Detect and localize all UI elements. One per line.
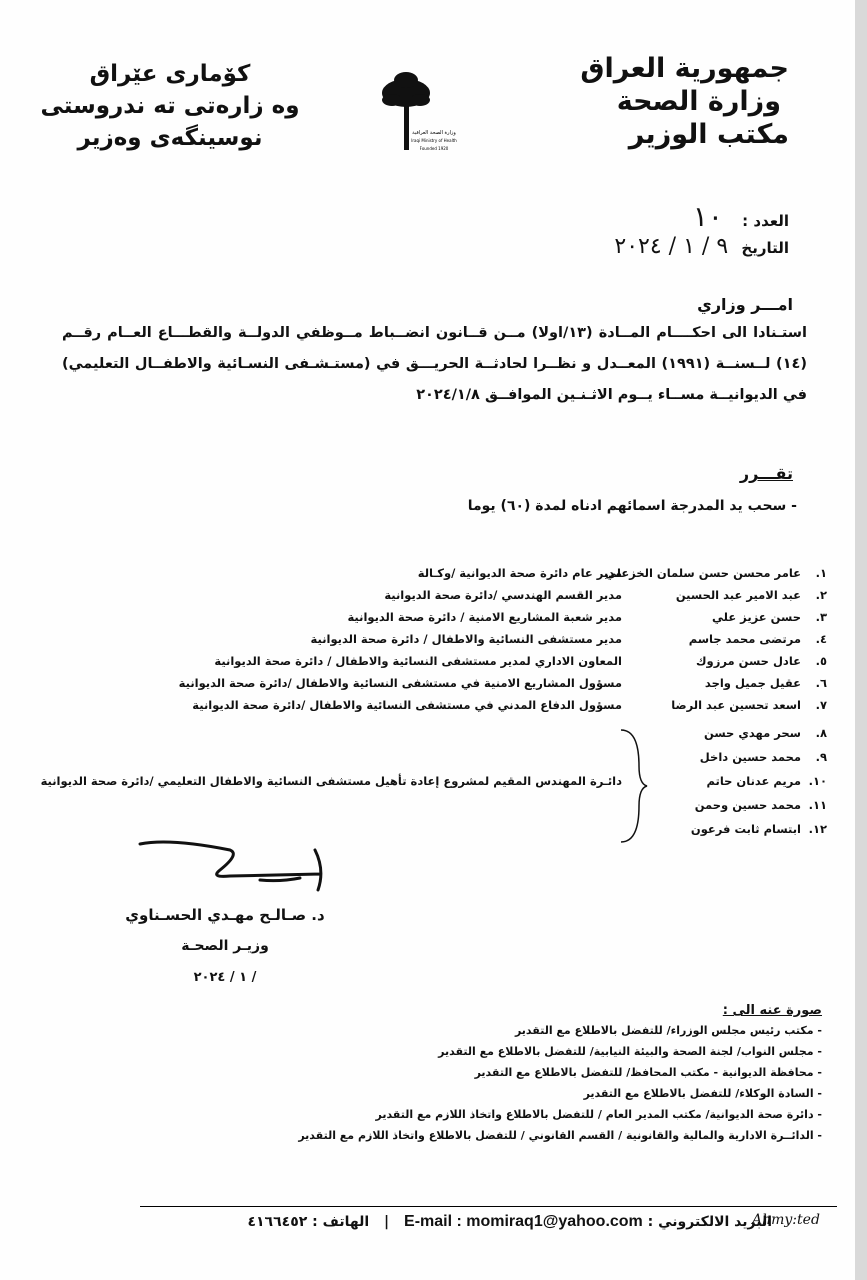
item-number: ٥.	[815, 654, 827, 668]
number-label: العدد :	[742, 212, 789, 230]
item-name: سحر مهدي حسن	[704, 726, 801, 740]
copy-line: - مجلس النواب/ لجنة الصحة والبيئة النيابية/ للتفضل بالاطلاع مع التقدير	[438, 1045, 822, 1058]
item-name: محمد حسين وحمن	[694, 798, 801, 812]
item-name: ابتسام ثابت فرعون	[690, 822, 801, 836]
footer-contact	[247, 1213, 772, 1231]
item-name: مرتضى محمد جاسم	[688, 632, 801, 646]
list-item	[127, 676, 827, 698]
item-number: ٤.	[815, 632, 827, 646]
item-number: ٧.	[815, 698, 827, 712]
list-item	[127, 588, 827, 610]
item-number: ٣.	[815, 610, 827, 624]
order-paragraph: استـنادا الى احكــــام المــادة (١٣/اولا) مــن قــانون انضــباط مــوظفي الدولــة والقطـــاع العــام رقــم (١٤) لــسنــة (١٩٩١) المعــدل و نظــرا لحادثــة الحريـــق في (مستـشـفى النسـائية والاطفــال التعليمي) في الديوانيــة مســاء يــوم الاثـنـين الموافــق ٢٠٢٤/١/٨	[62, 325, 807, 403]
item-name: عبد الامير عبد الحسين	[675, 588, 801, 602]
copy-line-text: محافظة الديوانية - مكتب المحافظ/ للتفضل بالاطلاع مع التقدير	[474, 1066, 814, 1079]
footer-separator: |	[384, 1214, 390, 1230]
item-name: حسن عزيز علي	[711, 610, 801, 624]
signature	[110, 830, 340, 900]
list-item	[127, 750, 827, 772]
decision-text-body: سحب يد المدرجة اسمائهم ادناه لمدة (٦٠) يوما	[467, 498, 787, 514]
group-bracket	[619, 726, 649, 846]
reference-number	[693, 200, 789, 233]
ministry-logo	[342, 38, 472, 178]
copy-line: - دائرة صحة الديوانية/ مكتب المدير العام / للتفضل بالاطلاع واتخاذ اللازم مع التقدير	[375, 1108, 822, 1121]
list-item	[127, 610, 827, 632]
typist-initials: Ahmy:ted	[752, 1212, 820, 1228]
item-name: محمد حسين داخل	[699, 750, 801, 764]
logo-text-year: Founded 1920	[419, 146, 449, 151]
item-role: المعاون الاداري لمدير مستشفى النسائية والاطفال / دائرة صحة الديوانية	[214, 654, 622, 668]
item-role: مدير مستشفى النسائية والاطفال / دائرة صحة الديوانية	[310, 632, 622, 646]
copy-line: - مكتب رئيس مجلس الوزراء/ للتفضل بالاطلاع مع التقدير	[514, 1024, 822, 1037]
logo-text-en: Iraqi Ministry of Health	[411, 138, 457, 143]
decision-title: تقـــرر	[739, 464, 793, 483]
header-arabic-line: جمهورية العراق	[580, 53, 789, 84]
copy-line: - السادة الوكلاء/ للتفضل بالاطلاع مع التقدير	[583, 1087, 822, 1100]
copy-line-text: الدائــرة الادارية والمالية والقانونية / القسم القانوني / للتفضل بالاطلاع واتخاذ اللازم مع التقدير	[298, 1129, 814, 1142]
item-role: دائـرة المهندس المقيم لمشروع إعادة تأهيل مستشفى النسائية والاطفال التعليمي /دائرة صحة الديوانية	[40, 774, 622, 788]
signer-date: / ١ / ٢٠٢٤	[193, 970, 257, 985]
list-item	[40, 774, 827, 796]
list-item	[127, 698, 827, 720]
logo-text-ar: وزارة الصحة العراقية	[412, 130, 456, 136]
item-name: عادل حسن مرزوك	[696, 654, 801, 668]
order-title: امـــر وزاري	[697, 295, 793, 314]
item-name: عامر محسن حسن سلمان الخزعلي	[605, 566, 801, 580]
copy-line-text: مجلس النواب/ لجنة الصحة والبيئة النيابية/ للتفضل بالاطلاع مع التقدير	[438, 1045, 814, 1058]
copies-title: صورة عنه الى :	[722, 1003, 822, 1018]
copy-line-text: دائرة صحة الديوانية/ مكتب المدير العام / للتفضل بالاطلاع واتخاذ اللازم مع التقدير	[375, 1108, 814, 1121]
copy-line: - محافظة الديوانية - مكتب المحافظ/ للتفضل بالاطلاع مع التقدير	[474, 1066, 822, 1079]
signer-name: د. صـالـح مهـدي الحسـناوي	[125, 906, 325, 924]
list-item	[127, 726, 827, 748]
phone-number: ٤١٦٦٤٥٢	[247, 1214, 308, 1230]
item-number: ٩.	[815, 750, 827, 764]
item-number: ٦.	[815, 676, 827, 690]
header-kurdish-line: كۆماری عێراق	[89, 61, 251, 87]
signer-title: وزيـر الصحـة	[181, 938, 269, 954]
item-name: اسعد تحسين عبد الرضا	[671, 698, 801, 712]
header-kurdish-line: نوسینگەی وەزیر	[77, 125, 263, 151]
item-name: عقيل جميل واجد	[704, 676, 801, 690]
email-label: البريد الالكتروني :	[647, 1214, 772, 1230]
list-item	[127, 654, 827, 676]
item-number: ٨.	[815, 726, 827, 740]
copy-line-text: السادة الوكلاء/ للتفضل بالاطلاع مع التقدير	[583, 1087, 814, 1100]
item-number: ٢.	[815, 588, 827, 602]
decision-text: - سحب يد المدرجة اسمائهم ادناه لمدة (٦٠) يوما	[467, 498, 797, 514]
date-value: ٩ / ١ / ٢٠٢٤	[614, 234, 729, 259]
header-arabic	[489, 52, 789, 151]
header-kurdish-line: وه زارەتی ته ندروستی	[40, 93, 300, 119]
list-item	[127, 632, 827, 654]
header-kurdish	[40, 58, 300, 154]
number-value: ١٠	[692, 200, 723, 233]
item-role: مدير القسم الهندسي /دائرة صحة الديوانية	[384, 588, 622, 602]
item-role: مدير عام دائرة صحة الديوانية /وكـالة	[417, 566, 622, 580]
item-number: ١٢.	[808, 822, 827, 836]
header-arabic-line: مكتب الوزير	[628, 119, 789, 150]
item-role: مسؤول الدفاع المدني في مستشفى النسائية والاطفال /دائرة صحة الديوانية	[192, 698, 622, 712]
list-item	[127, 798, 827, 820]
header-arabic-line: وزارة الصحة	[616, 86, 781, 117]
email-address: E-mail : momiraq1@yahoo.com	[404, 1213, 643, 1230]
date-label: التاريخ	[741, 239, 789, 257]
item-number: ١.	[815, 566, 827, 580]
item-number: ١٠.	[808, 774, 827, 788]
copy-line: - الدائــرة الادارية والمالية والقانونية / القسم القانوني / للتفضل بالاطلاع واتخاذ اللازم مع التقدير	[298, 1129, 822, 1142]
phone-label: الهاتف :	[312, 1214, 370, 1230]
list-item	[127, 566, 827, 588]
copy-line-text: مكتب رئيس مجلس الوزراء/ للتفضل بالاطلاع مع التقدير	[514, 1024, 814, 1037]
footer-divider	[140, 1206, 837, 1207]
scan-edge	[855, 0, 867, 1280]
item-role: مسؤول المشاريع الامنية في مستشفى النسائية والاطفال /دائرة صحة الديوانية	[178, 676, 622, 690]
item-name: مريم عدنان حاتم	[706, 774, 801, 788]
item-number: ١١.	[808, 798, 827, 812]
item-role: مدير شعبة المشاريع الامنية / دائرة صحة الديوانية	[347, 610, 622, 624]
reference-date	[614, 234, 789, 259]
